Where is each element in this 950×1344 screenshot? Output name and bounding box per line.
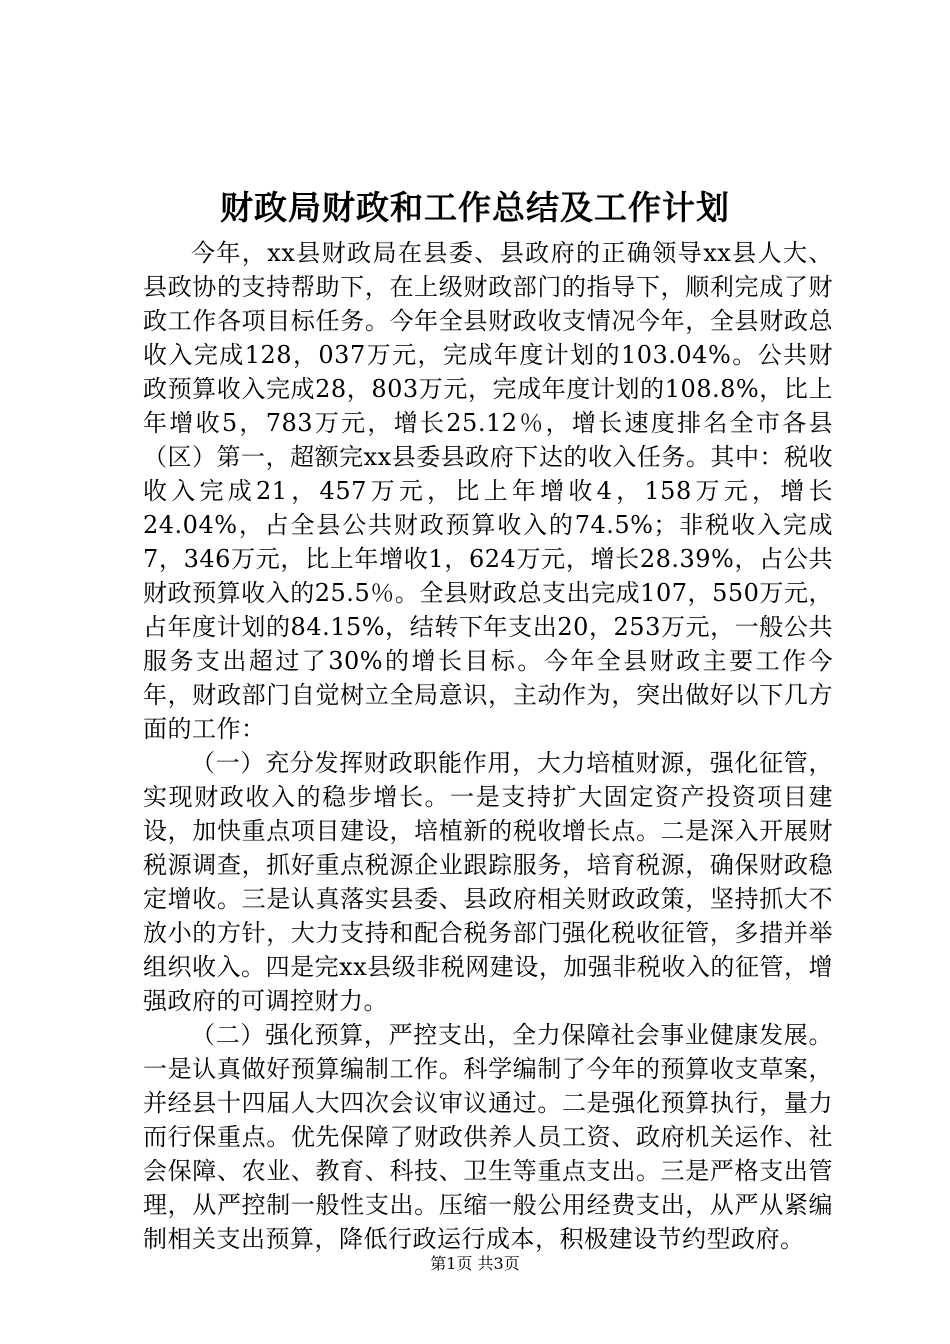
page-number-footer: 第1页 共3页	[430, 1254, 520, 1273]
paragraph-section-1: （一）充分发挥财政职能作用，大力培植财源，强化征管，实现财政收入的稳步增长。一是支持扩大固定资产投资项目建设，加快重点项目建设，培植新的税收增长点。二是深入开展财税源调查，抓好重点税源企业跟踪服务，培育税源，确保财政稳定增收。三是认真落实县委、县政府相关财政政策，坚持抓大不放小的方针，大力支持和配合税务部门强化税收征管，多措并举组织收入。四是完xx县级非税网建设，加强非税收入的征管，增强政府的可调控财力。	[143, 749, 833, 1015]
paragraph-intro: 今年，xx县财政局在县委、县政府的正确领导xx县人大、县政协的支持帮助下，在上级财政部门的指导下，顺利完成了财政工作各项目标任务。今年全县财政收支情况今年，全县财政总收入完成128，037万元，完成年度计划的103.04%。公共财政预算收入完成28，803万元，完成年度计划的108.8%，比上年增收5，783万元，增长25.12％，增长速度排名全市各县（区）第一，超额完xx县委县政府下达的收入任务。其中：税收收入完成21，457万元，比上年增收4，158万元，增长24.04%，占全县公共财政预算收入的74.5%；非税收入完成7，346万元，比上年增收1，624万元，增长28.39%，占公共财政预算收入的25.5％。全县财政总支出完成107，550万元，占年度计划的84.15%，结转下年支出20，253万元，一般公共服务支出超过了30%的增长目标。今年全县财政主要工作今年，财政部门自觉树立全局意识，主动作为，突出做好以下几方面的工作：	[143, 239, 833, 743]
paragraph-section-2: （二）强化预算，严控支出，全力保障社会事业健康发展。一是认真做好预算编制工作。科学编制了今年的预算收支草案，并经县十四届人大四次会议审议通过。二是强化预算执行，量力而行保重点。优先保障了财政供养人员工资、政府机关运作、社会保障、农业、教育、科技、卫生等重点支出。三是严格支出管理，从严控制一般性支出。压缩一般公用经费支出，从严从紧编制相关支出预算，降低行政运行成本，积极建设节约型政府。	[143, 1021, 833, 1253]
document-body	[143, 236, 833, 1256]
document-title: 财政局财政和工作总结及工作计划	[220, 188, 730, 227]
